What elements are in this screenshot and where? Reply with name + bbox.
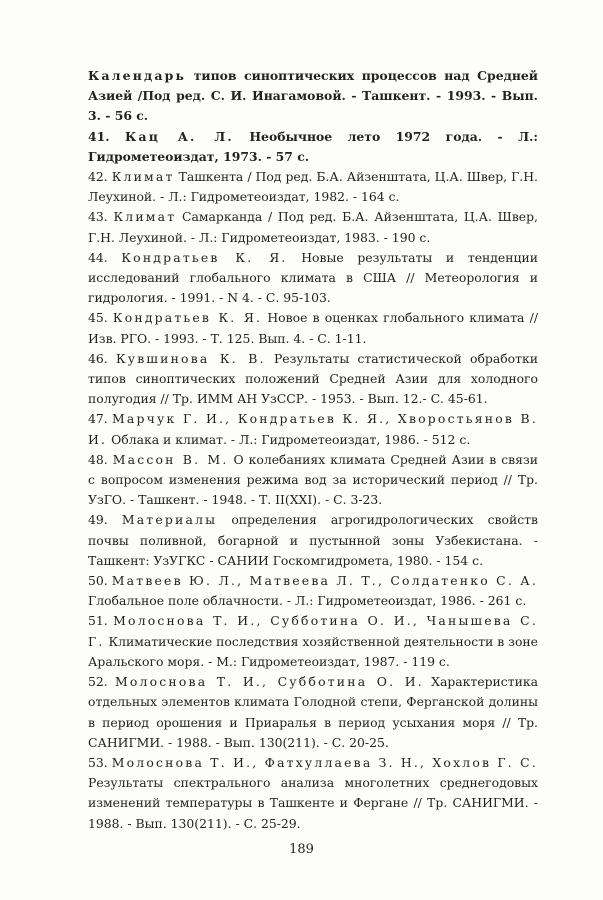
entry-number: 45. (88, 310, 113, 326)
entry-text: Самарканда / Под ред. Б.А. Айзенштата, Ц.А. Швер, Г.Н. Леухиной. - Л.: Гидрометеоиздат, 1983. - 190 с. (88, 209, 538, 245)
entry-author: Календарь (88, 68, 187, 83)
bibliography-entry-43 (88, 207, 538, 247)
bibliography-entry-kalendar (88, 66, 538, 127)
bibliography-entry-52 (88, 672, 538, 753)
entry-text: типов синоптических процессов над Средней Азией /Под ред. С. И. Инагамовой. - Ташкент. - 1993. - Вып. 3. - 56 с. (88, 68, 538, 124)
entry-author: Молоснова Т. И., Субботина О. И., Чанышева С. Г. (88, 613, 538, 649)
bibliography-entry-45 (88, 308, 538, 348)
entry-author: Кац А. Л. (125, 128, 234, 144)
entry-number: 52. (88, 674, 115, 690)
entry-number: 43. (88, 209, 114, 225)
entry-text: Ташкента / Под ред. Б.А. Айзенштата, Ц.А. Швер, Г.Н. Леухиной. - Л.: Гидрометеоиздат, 1982. - 164 с. (88, 169, 538, 205)
entry-author: Климат (113, 209, 177, 225)
entry-author: Матвеев Ю. Л., Матвеева Л. Т., Солдатенко С. А. (111, 573, 538, 589)
entry-number: 51. (88, 613, 114, 629)
entry-text: Новое в оценках глобального климата // Изв. РГО. - 1993. - Т. 125. Вып. 4. - С. 1-11. (88, 310, 538, 346)
entry-author: Кондратьев К. Я. (112, 310, 263, 326)
entry-text: Облака и климат. - Л.: Гидрометеоиздат, 1986. - 512 с. (107, 431, 471, 447)
entry-author: Молоснова Т. И., Фатхуллаева З. Н., Хохлов Г. С. (111, 754, 538, 770)
entry-text: Климатические последствия хозяйственной деятельности в зоне Аральского моря. - М.: Гидрометеоиздат, 1987. - 119 с. (88, 633, 538, 669)
entry-number: 42. (88, 169, 112, 185)
entry-number: 47. (88, 411, 113, 427)
entry-author: Кондратьев К. Я. (121, 249, 288, 265)
entry-text: Глобальное поле облачности. - Л.: Гидрометеоиздат, 1986. - 261 с. (88, 593, 527, 609)
entry-text: Новые результаты и тенденции исследований глобального климата в США // Метеорология и гидрология. - 1991. - N 4. - С. 95-103. (88, 249, 538, 306)
bibliography-entry-41 (88, 127, 538, 167)
entry-number: 53. (88, 754, 112, 770)
entry-number: 41. (88, 128, 126, 144)
entry-author: Климат (111, 169, 175, 185)
bibliography-entry-46 (88, 349, 538, 410)
bibliography-list (88, 66, 538, 834)
entry-text: Результаты спектрального анализа многолетних среднегодовых изменений температуры в Ташкенте и Фергане // Тр. САНИГМИ. - 1988. - Вып. 130(211). - С. 25-29. (88, 775, 538, 831)
entry-number: 48. (88, 451, 113, 467)
bibliography-entry-53 (88, 753, 538, 834)
entry-number: 44. (88, 249, 122, 265)
entry-number: 50. (88, 573, 112, 589)
bibliography-entry-51 (88, 611, 538, 672)
bibliography-entry-47 (88, 409, 538, 449)
bibliography-entry-49 (88, 510, 538, 571)
entry-text: О колебаниях климата Средней Азии в связи с вопросом изменения режима вод за исторический период // Тр. УзГО. - Ташкент. - 1948. - Т. II(XXI). - С. 3-23. (88, 451, 538, 508)
entry-text: определения агрогидрологических свойств почвы поливной, богарной и пустынной зоны Узбекистана. - Ташкент: УзУГКС - САНИИ Госкомгидромета, 1980. - 154 с. (88, 512, 538, 568)
bibliography-entry-42 (88, 167, 538, 207)
bibliography-entry-50 (88, 571, 538, 611)
entry-number: 46. (88, 350, 116, 366)
bibliography-entry-44 (88, 248, 538, 309)
page-number: 189 (289, 842, 314, 857)
entry-author: Молоснова Т. И., Субботина О. И. (114, 674, 424, 690)
bibliography-entry-48 (88, 450, 538, 511)
entry-author: Массон В. М. (112, 451, 229, 467)
entry-author: Кувшинова К. В. (115, 350, 266, 366)
entry-author: Марчук Г. И., Кондратьев К. Я., Хворостьянов В. И. (88, 411, 538, 447)
entry-text: Характеристика отдельных элементов климата Голодной степи, Ферганской долины в период орошения и Приаралья в период усыхания моря // Тр. САНИГМИ. - 1988. - Вып. 130(211). - С. 20-25. (88, 674, 538, 750)
entry-number: 49. (88, 512, 122, 528)
entry-text: Результаты статистической обработки типов синоптических положений Средней Азии для холодного полугодия // Тр. ИММ АН УзССР. - 1953. - Вып. 12.- С. 45-61. (88, 350, 539, 407)
entry-author: Материалы (121, 512, 218, 528)
entry-text: Необычное лето 1972 года. - Л.: Гидрометеоиздат, 1973. - 57 с. (88, 128, 538, 164)
